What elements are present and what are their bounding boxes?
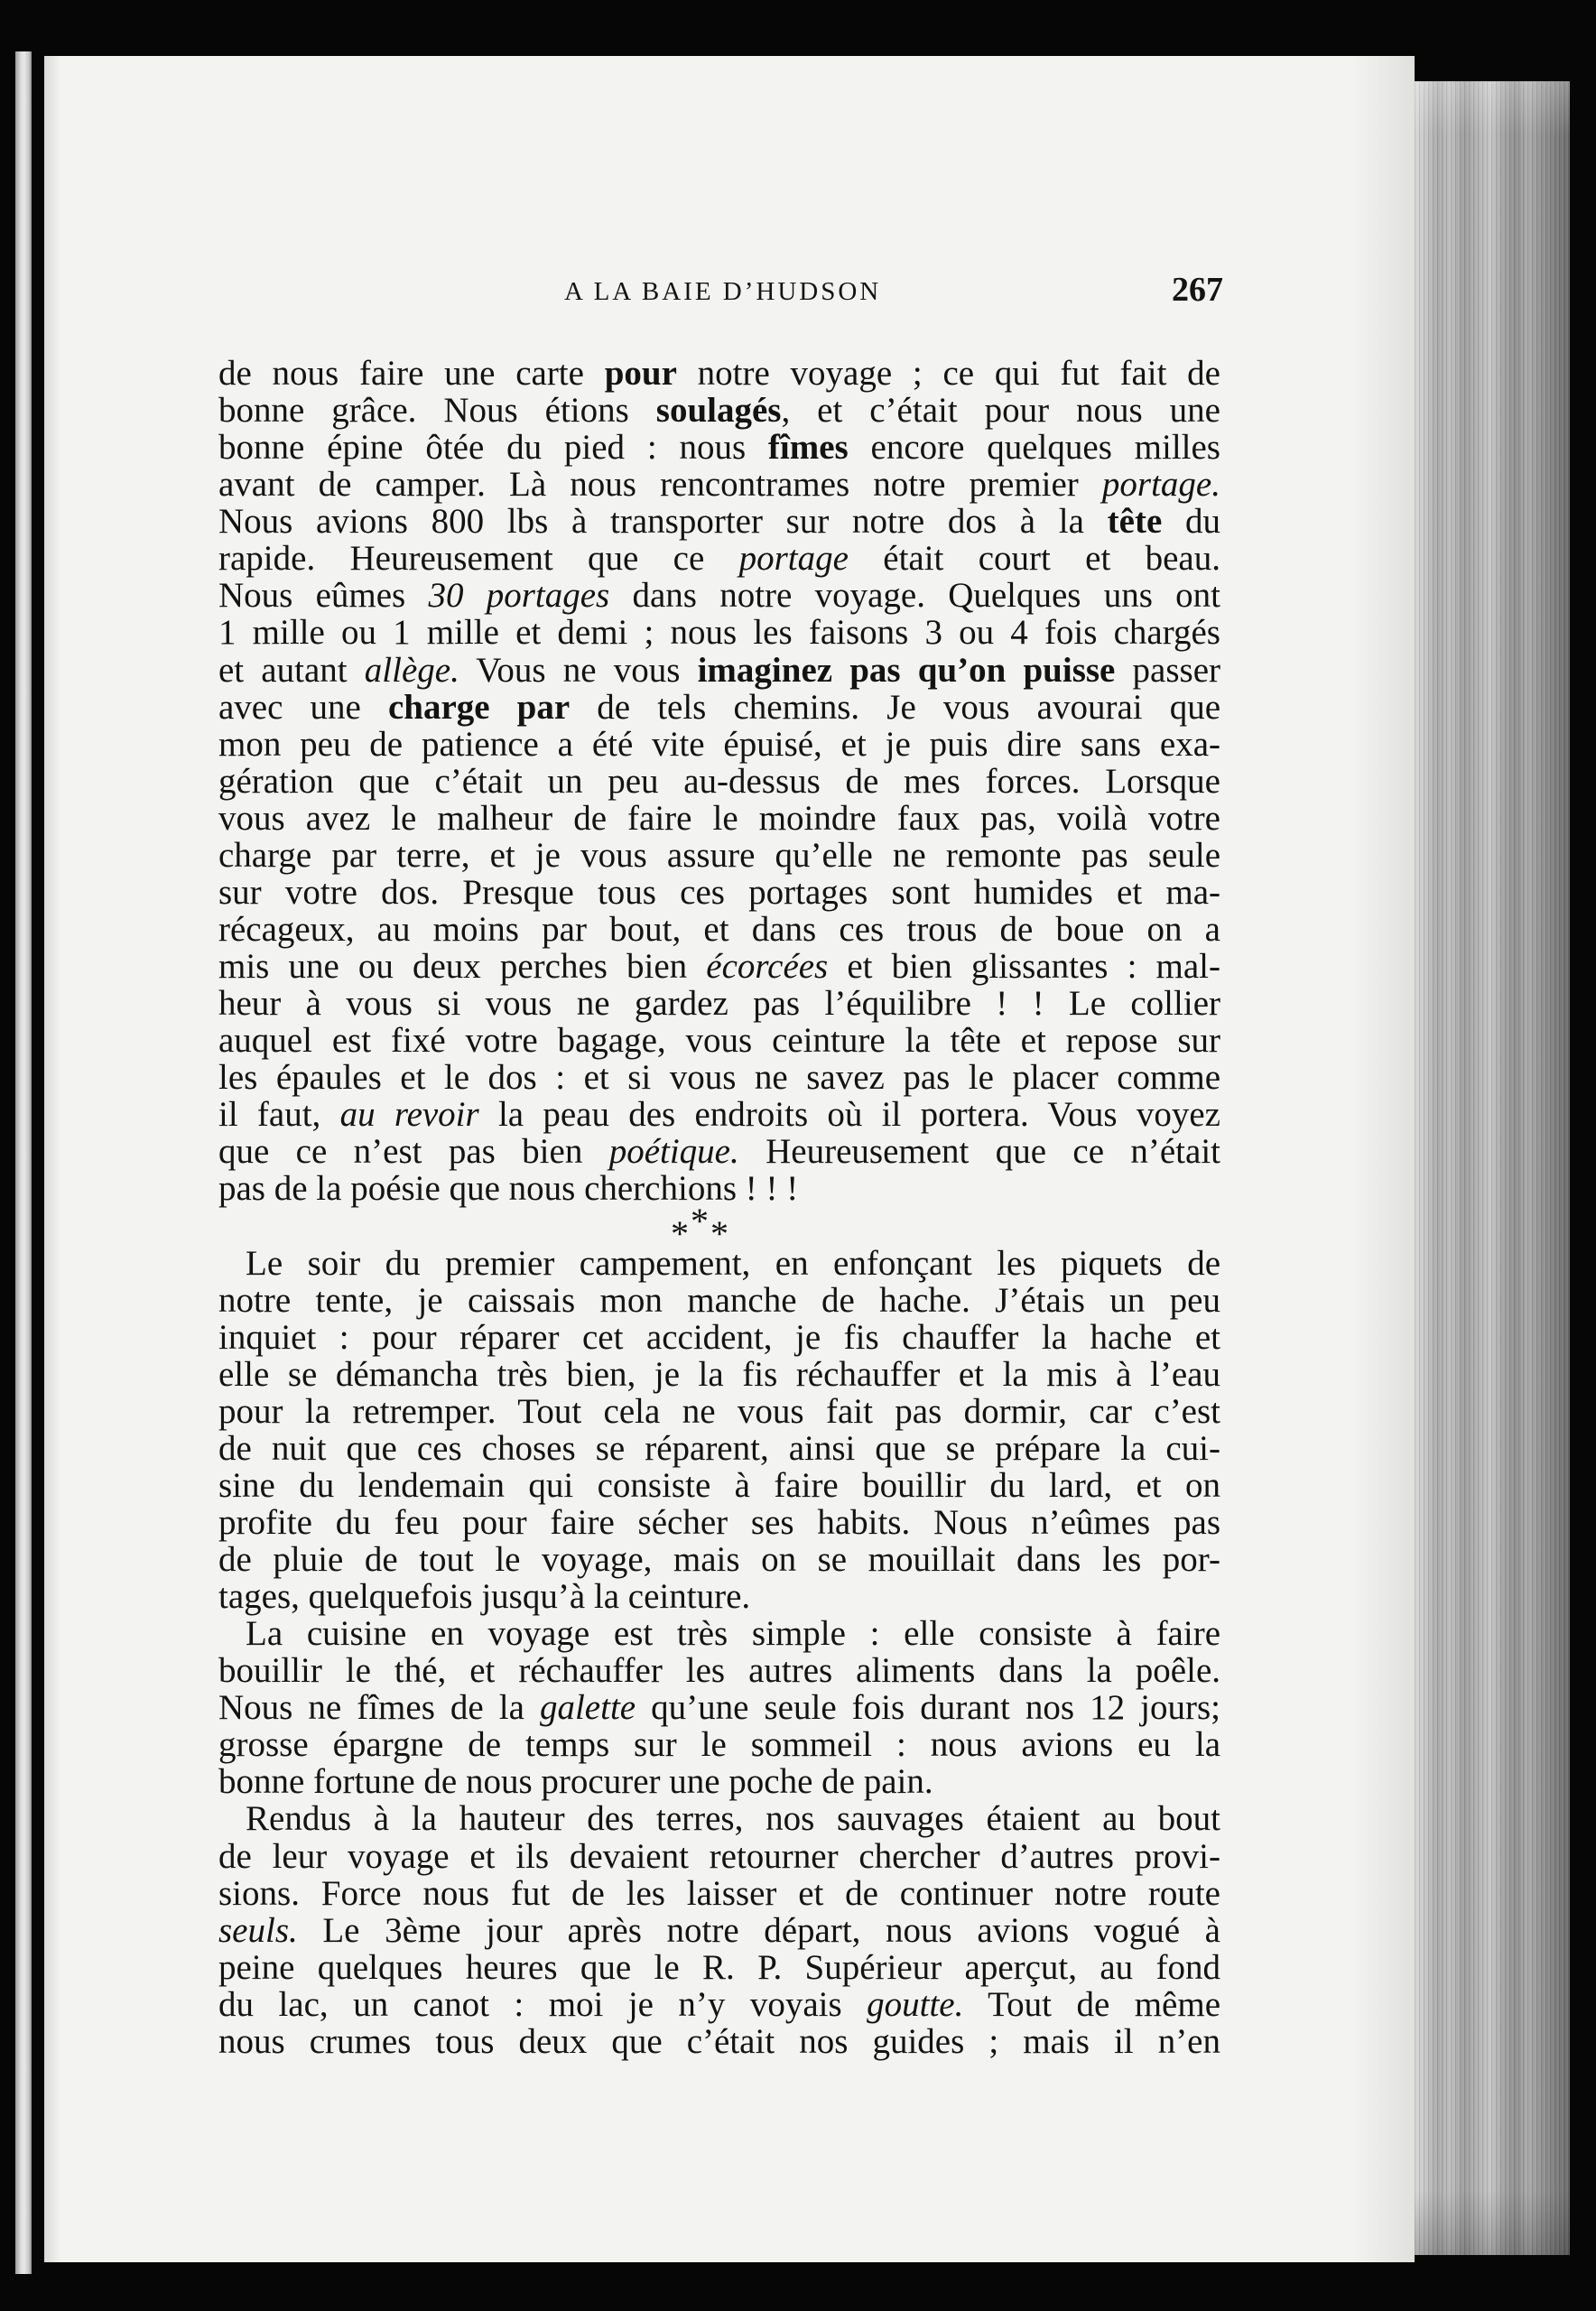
text-line: [218, 577, 1220, 614]
text-run: il faut,: [218, 1095, 340, 1135]
text-run: de nous faire une carte: [218, 354, 605, 393]
italic-text: portage: [738, 539, 849, 579]
text-line: [218, 355, 1220, 392]
text-line: [218, 948, 1220, 985]
text-run: et autant: [218, 650, 365, 690]
text-run: rapide. Heureusement que ce: [218, 539, 739, 579]
page-shadow-right: [1351, 56, 1415, 2262]
text-line: [218, 1838, 1220, 1875]
italic-text: écorcées: [706, 947, 829, 986]
text-run: avec une: [218, 687, 388, 727]
text-line: [218, 1541, 1220, 1578]
italic-text: portage.: [1101, 465, 1220, 505]
text-run: Vous ne vous: [459, 650, 698, 690]
text-run: grosse épargne de temps sur le sommeil : nous avions eu la: [218, 1725, 1220, 1765]
asterisk-mark: *: [671, 1213, 689, 1255]
text-line: [218, 1356, 1220, 1393]
text-line: [218, 1615, 1220, 1652]
text-run: bonne fortune de nous procurer une poche de pain.: [218, 1762, 933, 1802]
text-run: Nous eûmes: [218, 576, 429, 616]
paragraph: [218, 1245, 1220, 1616]
paragraph: [218, 355, 1220, 1207]
text-run: de pluie de tout le voyage, mais on se mouillait dans les por-: [218, 1540, 1220, 1579]
text-run: soulagés: [655, 391, 782, 431]
text-run: Rendus à la hauteur des terres, nos sauvages étaient au bout: [246, 1799, 1220, 1839]
text-line: [218, 911, 1220, 948]
text-line: [218, 1059, 1220, 1096]
text-run: mon peu de patience a été vite épuisé, et je puis dire sans exa-: [218, 724, 1220, 764]
text-line: [218, 726, 1220, 763]
text-line: [218, 1467, 1220, 1504]
text-run: elle se démancha très bien, je la fis réchauffer et la mis à l’eau: [218, 1354, 1220, 1394]
text-run: sur votre dos. Presque tous ces portages sont humides et ma-: [218, 872, 1220, 912]
film-edge-strip: [15, 51, 32, 2274]
text-run: bonne grâce. Nous étions: [218, 391, 656, 431]
text-line: [218, 1393, 1220, 1430]
text-run: pour: [604, 354, 677, 393]
text-line: [218, 1282, 1220, 1319]
text-line: [218, 466, 1220, 503]
text-run: Le 3ème jour après notre départ, nous avions vogué à: [297, 1910, 1220, 1950]
italic-text: goutte.: [867, 1984, 964, 2024]
text-run: Tout de même: [963, 1984, 1220, 2024]
text-run: avant de camper. Là nous rencontrames notre premier: [218, 465, 1102, 505]
text-line: [218, 1949, 1220, 1986]
text-run: notre tente, je caissais mon manche de hache. J’étais un peu: [218, 1280, 1220, 1320]
paragraph: [218, 1800, 1220, 2059]
text-line: [218, 429, 1220, 466]
italic-text: seuls.: [218, 1910, 298, 1950]
text-run: dans notre voyage. Quelques uns ont: [609, 576, 1220, 616]
running-head: [218, 271, 1223, 310]
paragraph: [218, 1615, 1220, 1800]
text-run: , et c’était pour nous une: [781, 391, 1220, 431]
text-run: charge par terre, et je vous assure qu’elle ne remonte pas seule: [218, 835, 1220, 875]
text-run: encore quelques milles: [848, 428, 1220, 468]
italic-text: 30 portages: [428, 576, 610, 616]
asterisk-mark: *: [710, 1213, 728, 1255]
text-line: [218, 1319, 1220, 1356]
text-run: de nuit que ces choses se réparent, ainsi que se prépare la cui-: [218, 1428, 1220, 1468]
text-run: heur à vous si vous ne gardez pas l’équilibre ! ! Le collier: [218, 984, 1220, 1024]
text-line: [218, 540, 1220, 577]
italic-text: poétique.: [608, 1132, 739, 1172]
text-line: [218, 874, 1220, 911]
text-line: [218, 1875, 1220, 1912]
text-run: La cuisine en voyage est très simple : elle consiste à faire: [246, 1614, 1220, 1654]
text-line: [218, 763, 1220, 800]
text-line: [218, 1800, 1220, 1837]
text-line: [218, 652, 1220, 689]
text-run: Le soir du premier campement, en enfonçant les piquets de: [246, 1243, 1220, 1283]
text-run: la peau des endroits où il portera. Vous voyez: [478, 1095, 1220, 1135]
text-line: [218, 1652, 1220, 1689]
text-line: [218, 985, 1220, 1022]
text-run: était court et beau.: [848, 539, 1220, 579]
text-run: bonne épine ôtée du pied : nous: [218, 428, 768, 468]
text-run: notre voyage ; ce qui fut fait de: [676, 354, 1220, 393]
text-run: de tels chemins. Je vous avourai que: [570, 687, 1221, 727]
text-run: tages, quelquefois jusqu’à la ceinture.: [218, 1577, 751, 1617]
text-run: du: [1162, 502, 1220, 542]
text-run: sine du lendemain qui consiste à faire bouillir du lard, et on: [218, 1465, 1220, 1505]
text-line: [218, 689, 1220, 726]
text-line: [218, 1912, 1220, 1949]
text-run: nous crumes tous deux que c’était nos guides ; mais il n’en: [218, 2021, 1220, 2061]
text-line: [218, 837, 1220, 874]
text-run: les épaules et le dos : et si vous ne savez pas le placer comme: [218, 1058, 1220, 1098]
page-shadow-left: [44, 56, 60, 2262]
text-run: pas de la poésie que nous cherchions ! ! !: [218, 1169, 799, 1209]
text-run: Nous ne fîmes de la: [218, 1688, 540, 1728]
italic-text: au revoir: [339, 1095, 479, 1135]
text-line: [218, 1504, 1220, 1541]
text-run: 1 mille ou 1 mille et demi ; nous les faisons 3 ou 4 fois chargés: [218, 613, 1220, 653]
text-line: [218, 1096, 1220, 1133]
text-line: [218, 1726, 1220, 1763]
running-head-title: A LA BAIE D’HUDSON: [564, 277, 882, 306]
text-run: du lac, un canot : moi je n’y voyais: [218, 1984, 868, 2024]
text-line: [218, 1022, 1220, 1059]
text-run: auquel est fixé votre bagage, vous ceinture la tête et repose sur: [218, 1021, 1220, 1061]
text-run: mis une ou deux perches bien: [218, 947, 707, 986]
book-page-edges: [1415, 81, 1570, 2255]
text-run: imaginez pas qu’on puisse: [697, 650, 1116, 690]
text-line: [218, 1986, 1220, 2023]
text-run: récageux, au moins par bout, et dans ces trous de boue on a: [218, 909, 1220, 949]
text-run: Nous avions 800 lbs à transporter sur notre dos à la: [218, 502, 1108, 542]
text-line: [218, 1430, 1220, 1467]
text-run: et bien glissantes : mal-: [828, 947, 1220, 986]
body-text: [218, 355, 1220, 2060]
text-run: vous avez le malheur de faire le moindre faux pas, voilà votre: [218, 798, 1220, 838]
text-line: [218, 392, 1220, 429]
text-run: Heureusement que ce n’était: [738, 1132, 1220, 1172]
text-run: fîmes: [767, 428, 849, 468]
text-run: sions. Force nous fut de les laisser et de continuer notre route: [218, 1873, 1220, 1913]
text-line: [218, 1763, 1220, 1800]
text-run: bouillir le thé, et réchauffer les autres aliments dans la poêle.: [218, 1651, 1220, 1691]
text-run: qu’une seule fois durant nos 12 jours;: [636, 1688, 1220, 1728]
text-run: inquiet : pour réparer cet accident, je fis chauffer la hache et: [218, 1317, 1220, 1357]
text-run: profite du feu pour faire sécher ses habits. Nous n’eûmes pas: [218, 1502, 1220, 1542]
text-run: tête: [1107, 502, 1163, 542]
text-line: [218, 614, 1220, 651]
text-run: que ce n’est pas bien: [218, 1132, 609, 1172]
book-page: [44, 56, 1415, 2262]
text-line: [218, 1170, 1220, 1207]
text-run: peine quelques heures que le R. P. Supérieur aperçut, au fond: [218, 1947, 1220, 1987]
text-run: charge par: [387, 687, 571, 727]
text-line: [218, 800, 1220, 837]
text-run: passer: [1115, 650, 1221, 690]
section-break: [218, 1201, 1220, 1255]
italic-text: allège.: [364, 650, 459, 690]
text-line: [218, 1133, 1220, 1170]
italic-text: galette: [539, 1688, 636, 1728]
text-run: pour la retremper. Tout cela ne vous fait pas dormir, car c’est: [218, 1391, 1220, 1431]
text-run: gération que c’était un peu au-dessus de mes forces. Lorsque: [218, 761, 1220, 801]
text-line: [218, 1689, 1220, 1726]
page-number: 267: [1172, 271, 1223, 309]
asterisk-mark: *: [691, 1201, 709, 1242]
text-line: [218, 2023, 1220, 2060]
text-line: [218, 1578, 1220, 1615]
text-line: [218, 503, 1220, 540]
text-run: de leur voyage et ils devaient retourner chercher d’autres provi-: [218, 1836, 1220, 1876]
